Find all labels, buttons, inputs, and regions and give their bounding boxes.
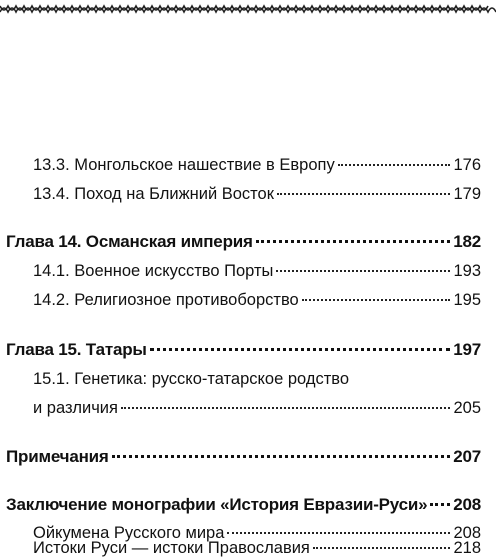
dot-leader xyxy=(276,270,450,272)
toc-entry-title: Истоки Руси — истоки Православия xyxy=(33,539,310,557)
toc-entry[interactable] xyxy=(33,289,481,311)
toc-entry-title: 14.1. Военное искусство Порты xyxy=(33,262,274,280)
toc-entry-page: 205 xyxy=(453,399,481,417)
dot-leader xyxy=(150,348,451,351)
toc-entry-title: и различия xyxy=(33,399,118,417)
dot-leader xyxy=(302,299,451,301)
toc-entry-page: 179 xyxy=(453,185,481,203)
dot-leader xyxy=(227,532,450,534)
dot-leader xyxy=(112,455,451,458)
toc-entry[interactable] xyxy=(33,397,481,419)
toc-entry[interactable] xyxy=(33,154,481,176)
dot-leader xyxy=(256,240,451,243)
toc-entry-title: 13.4. Поход на Ближний Восток xyxy=(33,185,274,203)
toc-entry[interactable] xyxy=(33,183,481,205)
dot-leader xyxy=(313,547,451,549)
toc-entry[interactable] xyxy=(33,260,481,282)
toc-entry-page: 176 xyxy=(453,156,481,174)
toc-entry-page: 208 xyxy=(453,495,481,514)
toc-entry-title: Заключение монографии «История Евразии-Руси» xyxy=(6,495,428,514)
toc-entry-title: 14.2. Религиозное противоборство xyxy=(33,291,299,309)
toc-chapter-entry[interactable] xyxy=(6,446,481,468)
dot-leader xyxy=(121,407,451,409)
toc-entry-title: Глава 15. Татары xyxy=(6,340,147,359)
dot-leader xyxy=(430,503,450,506)
toc-entry-title: Ойкумена Русского мира xyxy=(33,524,225,542)
toc-entry-title: Глава 14. Османская империя xyxy=(6,232,253,251)
toc-entry-page: 197 xyxy=(453,340,481,359)
toc-chapter-entry[interactable] xyxy=(6,231,481,253)
dot-leader xyxy=(277,193,451,195)
toc-entry-page: 193 xyxy=(453,262,481,280)
toc-entry-page: 182 xyxy=(453,232,481,251)
dot-leader xyxy=(338,164,451,166)
toc-chapter-entry[interactable] xyxy=(6,494,481,516)
toc-entry-title: Примечания xyxy=(6,447,109,466)
toc-chapter-entry[interactable] xyxy=(6,339,481,361)
toc-entry-title-line-1[interactable]: 15.1. Генетика: русско-татарское родство xyxy=(33,370,350,388)
toc-entry-title: 13.3. Монгольское нашествие в Европу xyxy=(33,156,335,174)
toc-entry[interactable] xyxy=(33,537,481,559)
toc-entry-page: 218 xyxy=(453,539,481,557)
toc-entry-page: 207 xyxy=(453,447,481,466)
toc-entry-page: 208 xyxy=(453,524,481,542)
toc-entry-page: 195 xyxy=(453,291,481,309)
